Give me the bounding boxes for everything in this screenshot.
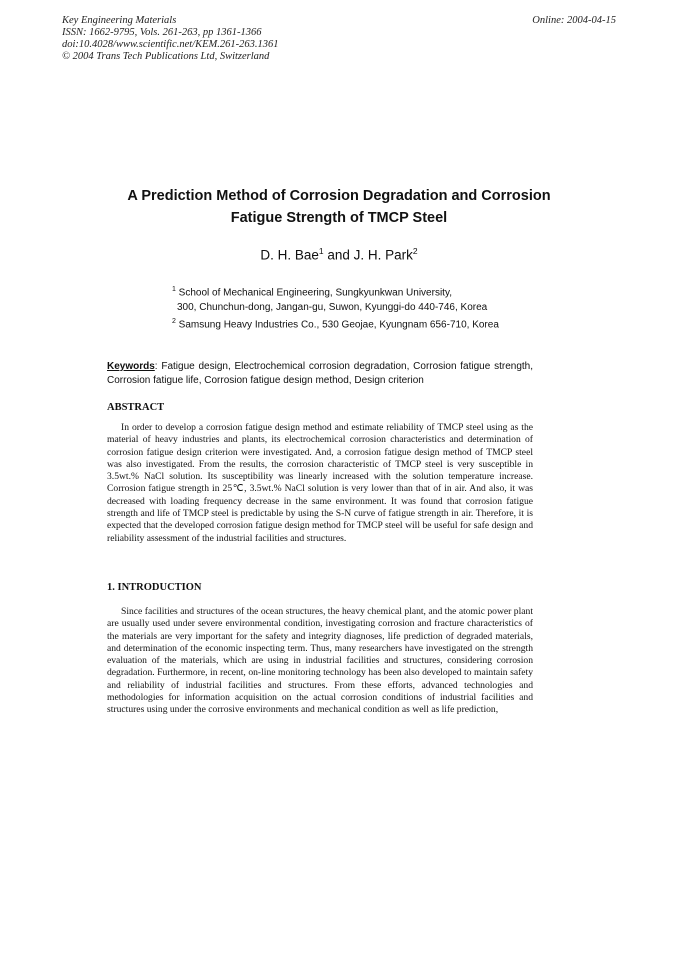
- abstract-paragraph: In order to develop a corrosion fatigue design method and estimate reliability of TMCP steel using as the material of heavy industries and plants, its electrochemical corrosion characteristics and determination of corrosion fatigue design criterion were investigated. And, a corrosion fatigue design method of TMCP steel was also investigated. From the results, the corrosion characteristic of TMCP steel is very susceptible in 3.5wt.% NaCl solution. Its susceptibility was linearly increased with the solution temperature increase. Corrosion fatigue strength in 25℃, 3.5wt.% NaCl solution is very lower than that of in air. And also, it was decreased with loading frequency decrease in the same environment. It was found that corrosion fatigue strength and life of TMCP steel is predictable by using the S-N curve of fatigue strength in air. Therefore, it is expected that the developed corrosion fatigue design method for TMCP steel will be useful for safe design and reliability assessment of the industrial facilities and structures.: [107, 422, 533, 544]
- introduction-body: [107, 606, 533, 717]
- journal-header: [62, 15, 279, 63]
- keywords-label: Keywords: [107, 361, 155, 372]
- author-1: D. H. Bae: [260, 247, 319, 263]
- introduction-paragraph: Since facilities and structures of the ocean structures, the heavy chemical plant, and the atomic power plant are usually used under severe environmental condition, investigating corrosion and fracture characteristics of the materials are very important for the safety and integrity diagnoses, life prediction of degraded materials, and determination of the economic inspecting term. Thus, many researchers have investigated on the strength evaluation of the materials, which are using in industrial facilities and structures, considering corrosion degradation. Furthermore, in recent, on-line monitoring technology has been also developed to maintain safety and reliability of industrial facilities and structures. From these efforts, advanced technologies and methodologies for information acquisition on the actual corrosion conditions of industrial facilities and structures using under the corrosive environments and mechanical condition as well as life prediction,: [107, 606, 533, 716]
- title-line-2: Fatigue Strength of TMCP Steel: [230, 210, 448, 226]
- abstract-body: [107, 422, 533, 545]
- keywords-block: [107, 360, 533, 387]
- author-list: [80, 246, 598, 263]
- author-conjunction: and: [323, 247, 354, 263]
- affiliation-1-line-2: 300, Chunchun-dong, Jangan-gu, Suwon, Kyunggi-do 440-746, Korea: [177, 301, 488, 313]
- paper-title: [80, 185, 598, 229]
- keywords-text: : Fatigue design, Electrochemical corrosion degradation, Corrosion fatigue strength, Corrosion fatigue life, Corrosion fatigue design method, Design criterion: [107, 361, 533, 386]
- author-2-affil-mark: 2: [412, 246, 418, 256]
- online-date: Online: 2004-04-15: [532, 15, 616, 26]
- author-1-affil-mark: 1: [318, 246, 324, 256]
- affiliation-1-mark: 1: [172, 286, 176, 293]
- affiliation-2: [172, 315, 499, 333]
- affiliation-2-line-1: Samsung Heavy Industries Co., 530 Geojae, Kyungnam 656-710, Korea: [175, 319, 499, 331]
- copyright-line: © 2004 Trans Tech Publications Ltd, Switzerland: [62, 51, 270, 62]
- journal-name: Key Engineering Materials: [62, 15, 177, 26]
- introduction-heading: 1. INTRODUCTION: [107, 582, 202, 593]
- affiliations: [172, 283, 499, 333]
- abstract-heading: ABSTRACT: [107, 402, 165, 413]
- affiliation-1: [172, 283, 499, 301]
- author-2: J. H. Park: [353, 247, 413, 263]
- doi-line: doi:10.4028/www.scientific.net/KEM.261-263.1361: [62, 39, 279, 50]
- affiliation-1-line-1: School of Mechanical Engineering, Sungkyunkwan University,: [175, 287, 452, 299]
- affiliation-2-mark: 2: [172, 318, 176, 326]
- title-line-1: A Prediction Method of Corrosion Degradation and Corrosion: [127, 188, 551, 204]
- issn-line: ISSN: 1662-9795, Vols. 261-263, pp 1361-1366: [62, 27, 262, 38]
